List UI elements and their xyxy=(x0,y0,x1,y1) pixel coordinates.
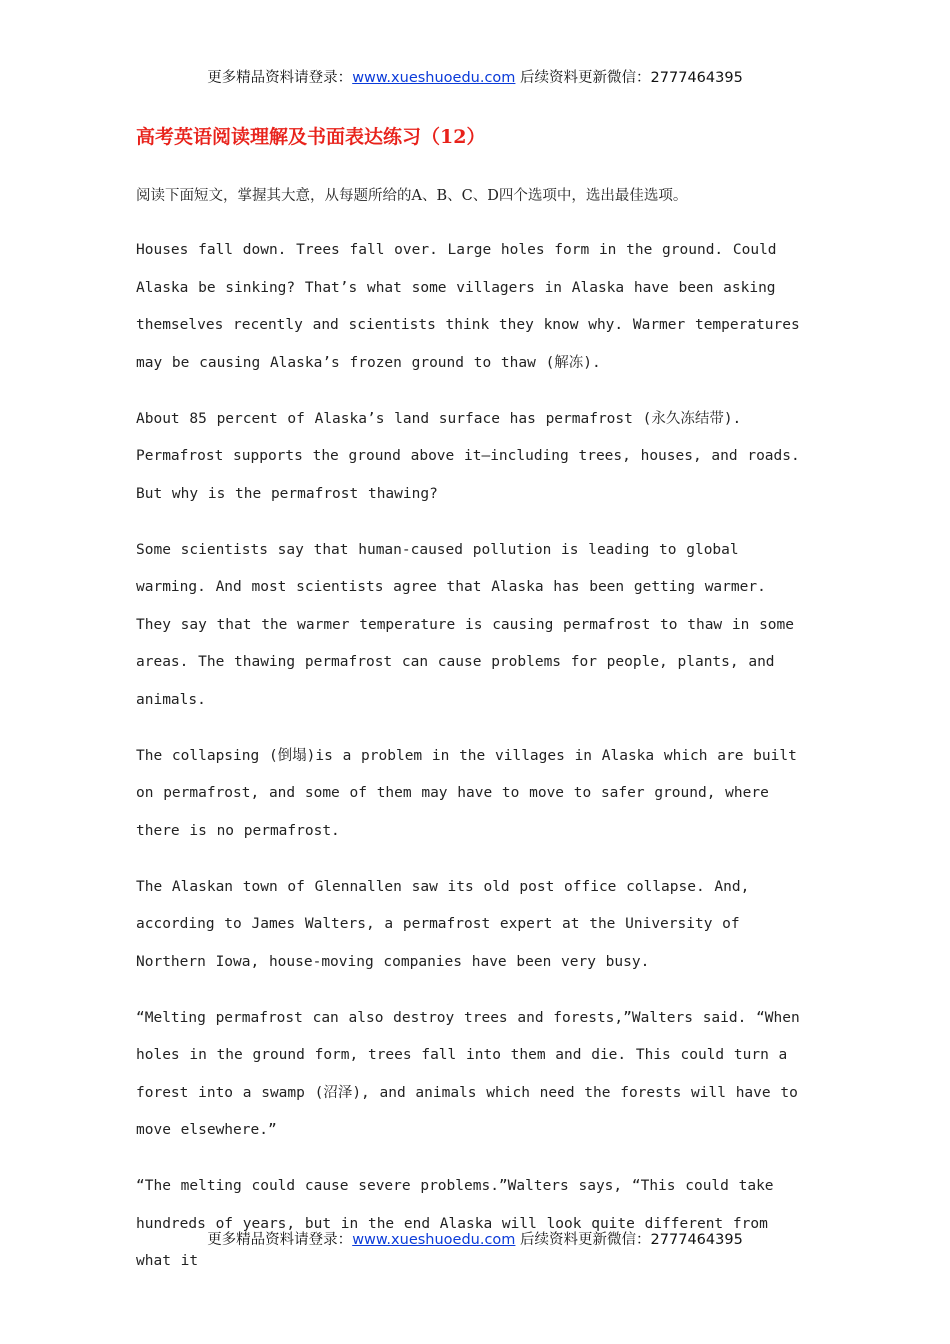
footer-website-link[interactable]: www.xueshuoedu.com xyxy=(352,1232,516,1248)
document-title: 高考英语阅读理解及书面表达练习（12） xyxy=(136,126,486,148)
page-header xyxy=(0,66,950,87)
header-website-link[interactable]: www.xueshuoedu.com xyxy=(352,70,516,86)
article-paragraph-6: “Melting permafrost can also destroy trees and forests,”Walters said. “When holes in the ground form, trees fall into them and die. This could turn a forest into a swamp (沼泽), and animals which need the forests will have to move elsewhere.” xyxy=(136,1009,800,1138)
header-prefix: 更多精品资料请登录： xyxy=(207,70,353,86)
article-paragraph-4: The collapsing (倒塌)is a problem in the villages in Alaska which are built on permafrost, and some of them may have to move to safer ground, where there is no permafrost. xyxy=(136,747,797,839)
page-footer xyxy=(0,1228,950,1249)
article-paragraph-1: Houses fall down. Trees fall over. Large holes form in the ground. Could Alaska be sinking? That’s what some villagers in Alaska have been asking themselves recently and scientists think they know why. Warmer temperatures may be causing Alaska’s frozen ground to thaw (解冻). xyxy=(136,242,800,371)
article-body xyxy=(136,232,808,1299)
article-paragraph-3: Some scientists say that human-caused pollution is leading to global warming. And most scientists agree that Alaska has been getting warmer. They say that the warmer temperature is causing permafrost to thaw in some areas. The thawing permafrost can cause problems for people, plants, and animals. xyxy=(136,541,795,708)
footer-suffix: 后续资料更新微信：2777464395 xyxy=(515,1232,743,1248)
reading-instruction: 阅读下面短文，掌握其大意，从每题所给的A、B、C、D四个选项中，选出最佳选项。 xyxy=(136,188,688,204)
article-paragraph-7: “The melting could cause severe problems.”Walters says, “This could take hundreds of years, but in the end Alaska will look quite different from what it xyxy=(136,1178,774,1269)
footer-prefix: 更多精品资料请登录： xyxy=(207,1232,353,1248)
header-suffix: 后续资料更新微信：2777464395 xyxy=(515,70,743,86)
article-paragraph-2: About 85 percent of Alaska’s land surface has permafrost (永久冻结带). Permafrost supports the ground above it—including trees, houses, and roads. But why is the permafrost thawing? xyxy=(136,410,800,502)
article-paragraph-5: The Alaskan town of Glennallen saw its old post office collapse. And, according to James Walters, a permafrost expert at the University of Northern Iowa, house-moving companies have been very busy. xyxy=(136,878,750,970)
